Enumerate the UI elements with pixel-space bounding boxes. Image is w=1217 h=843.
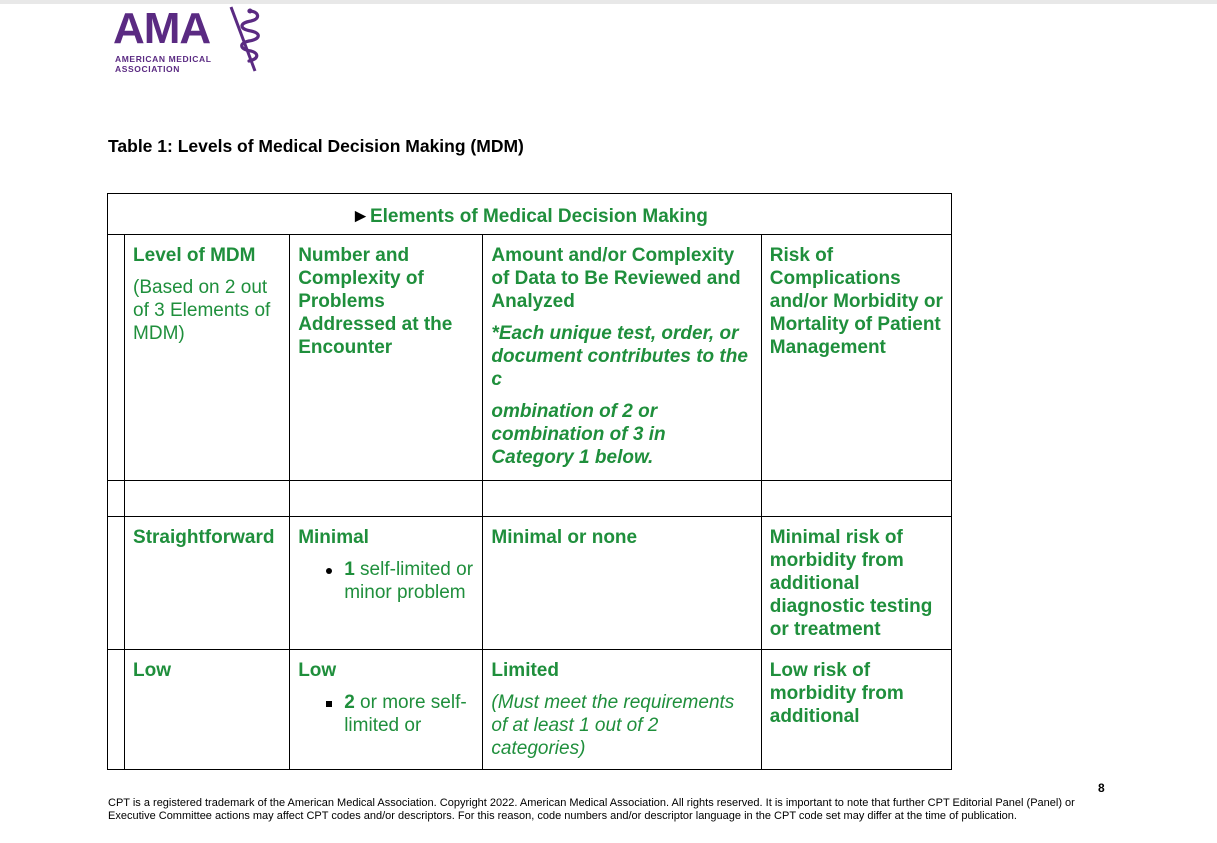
- data-note-1: *Each unique test, order, or document contributes to the c: [491, 323, 748, 390]
- problems-cell: [290, 517, 483, 650]
- problems-bullets: [298, 558, 474, 604]
- bullet-number: 2: [344, 692, 355, 713]
- column-header-row: [108, 235, 952, 481]
- list-item: [326, 558, 474, 604]
- data-cell: [483, 650, 761, 770]
- page-number: 8: [1098, 781, 1105, 795]
- empty-cell: [290, 481, 483, 517]
- logo-wordmark: AMA: [113, 4, 211, 53]
- empty-cell: [483, 481, 761, 517]
- bullet-square-icon: [326, 701, 332, 707]
- spacer-cell: [108, 235, 125, 481]
- caduceus-staff-icon: [225, 5, 265, 75]
- problems-title: Number and Complexity of Problems Addressed at the Encounter: [298, 245, 453, 358]
- data-value: Minimal or none: [491, 527, 638, 548]
- logo-subline-2: ASSOCIATION: [115, 64, 181, 74]
- bullet-number: 1: [344, 559, 355, 580]
- problems-cell: [290, 650, 483, 770]
- risk-value: Low risk of morbidity from additional: [769, 660, 904, 727]
- col-header-data: [483, 235, 761, 481]
- level-cell: [125, 650, 290, 770]
- col-header-problems: [290, 235, 483, 481]
- data-value: Limited: [491, 660, 559, 681]
- col-header-level: [125, 235, 290, 481]
- ama-logo: [113, 5, 273, 75]
- problems-value: Minimal: [298, 527, 369, 548]
- level-value: Low: [133, 660, 172, 681]
- spacer-cell: [108, 517, 125, 650]
- table-row-straightforward: [108, 517, 952, 650]
- level-value: Straightforward: [133, 527, 275, 548]
- empty-cell: [108, 481, 125, 517]
- table-header-row: [108, 194, 952, 235]
- triangle-arrow-icon: ►: [351, 205, 370, 227]
- col-header-risk: [761, 235, 951, 481]
- table-title: Table 1: Levels of Medical Decision Making (MDM): [108, 136, 524, 156]
- table-row-low: [108, 650, 952, 770]
- mdm-table: [107, 193, 952, 770]
- risk-value: Minimal risk of morbidity from additional diagnostic testing or treatment: [769, 527, 933, 640]
- empty-cell: [761, 481, 951, 517]
- logo-subline: [115, 54, 211, 74]
- elements-header: [108, 194, 952, 235]
- level-title: Level of MDM: [133, 245, 256, 266]
- data-note: (Must meet the requirements of at least 1 out of 2 categories): [491, 692, 735, 759]
- copyright-footer: CPT is a registered trademark of the American Medical Association. Copyright 2022. American Medical Association. All rights reserved. It is important to note that further CPT Editorial Panel (Panel) or Executive Committee actions may affect CPT codes and/or descriptors. For this reason, code numbers and/or descriptor language in the CPT code set may differ at the time of publication.: [108, 797, 1075, 822]
- data-title: Amount and/or Complexity of Data to Be Reviewed and Analyzed: [491, 245, 741, 312]
- spacer-cell: [108, 650, 125, 770]
- empty-cell: [125, 481, 290, 517]
- bullet-text: self-limited or minor problem: [344, 559, 474, 603]
- logo-subline-1: AMERICAN MEDICAL: [115, 54, 212, 64]
- data-cell: [483, 517, 761, 650]
- list-item: [326, 691, 474, 737]
- level-cell: [125, 517, 290, 650]
- risk-cell: [761, 517, 951, 650]
- bullet-dot-icon: [326, 568, 332, 574]
- problems-value: Low: [298, 660, 337, 681]
- problems-bullets: [298, 691, 474, 737]
- data-note-2: ombination of 2 or combination of 3 in Category 1 below.: [491, 401, 666, 468]
- risk-cell: [761, 650, 951, 770]
- level-subtitle: (Based on 2 out of 3 Elements of MDM): [133, 277, 271, 344]
- bullet-text: or more self-limited or: [344, 692, 467, 736]
- risk-title: Risk of Complications and/or Morbidity or Mortality of Patient Management: [769, 245, 943, 358]
- empty-row: [108, 481, 952, 517]
- elements-header-label: Elements of Medical Decision Making: [369, 205, 708, 227]
